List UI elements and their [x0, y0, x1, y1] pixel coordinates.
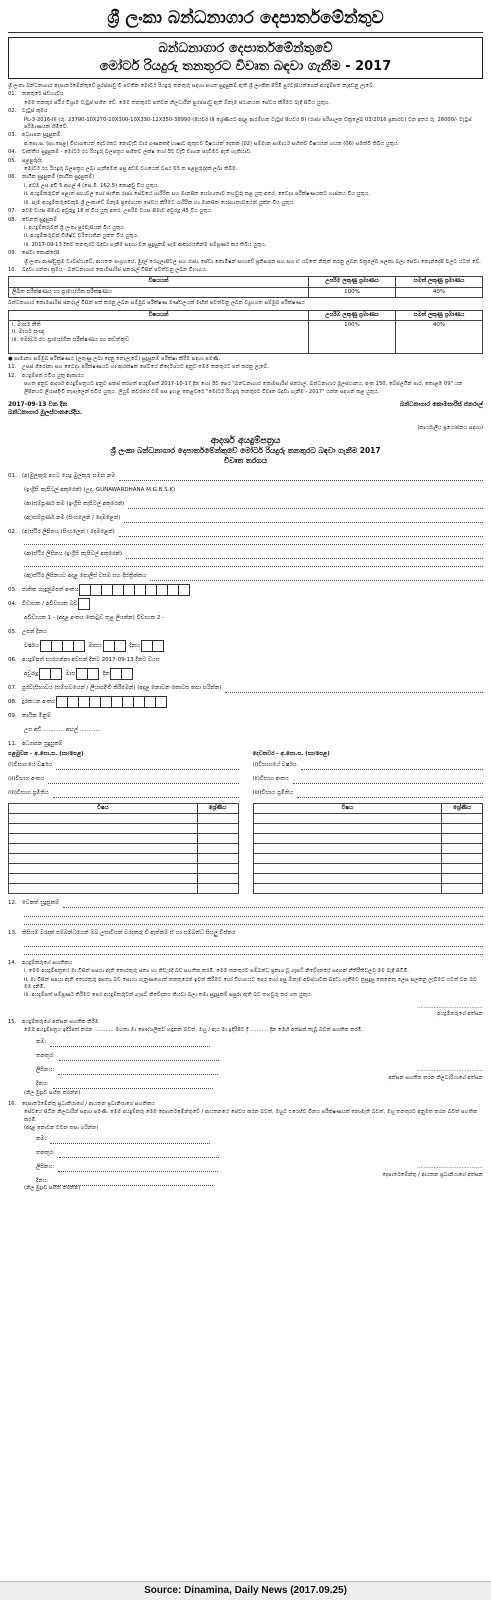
field-04: 04. විවාහක / අවිවාහක බව: [8, 597, 483, 611]
exam-table-header: විෂයයන්: [9, 277, 309, 287]
section-11: 11. උසස් ගිරෝනා සහ වෛද්‍ය පරීක්ෂණයට හා ආරක්ෂක සේවයේ නිර්දේශයට අනුව මෙම තනතුරට පත් කරනු ලැබේ.: [8, 364, 269, 371]
source-caption: Source: Dinamina, Daily News (2017.09.25): [0, 1581, 491, 1600]
grid-row[interactable]: [253, 883, 483, 893]
grid-header: ශ්‍රේණිය: [197, 803, 238, 813]
grid-header: විෂය: [253, 803, 442, 813]
grid-row[interactable]: [9, 813, 239, 823]
field-02c: (ඇ) ස්ථිර ලිපිනයට අදාළ පොලිස් වසම සහ දිස්ත්‍රික්කය: [8, 569, 483, 583]
section-08-i: i. අයදුම්කරුවන් ශ්‍රී ලංකා පුරවැසියන් විය යුතුය.: [24, 224, 126, 231]
grid-row[interactable]: [9, 883, 239, 893]
edu-right-year: (i) විභාගයේ වර්ෂය: [253, 759, 484, 773]
section-12: 12. අයදුම්පත් එවිය යුතු ආකාරය: [8, 372, 85, 379]
grid-row[interactable]: [253, 863, 483, 873]
field-12: 12. වෙනත් සුදුසුකම්: [8, 897, 483, 911]
edu-left-index: (ii) විභාග අංකය: [8, 773, 239, 787]
section-12-text: පහත අනුව ආදර්ශ අයදුම්පත්‍රයට අනුව සකස් කරගත් අයදුම්පත් 2017-10-17 දින හෝ ඊට පෙර "බන්ධනාගාර කොමසාරිස් ජනරාල්, බන්ධනාගාර මූලස්ථානය, අංක 150, බේස්ලයින් පාර, කොළඹ 09" යන ලිපිනයට ලියාපදිංචි තැපෑලෙන් එවිය යුතුය. ලියුම් කවරයේ වම් පස ඉහළ කෙළවරේ "මෝටර් රියදුරු තනතුරට විවෘත බඳවා ගැනීම - 2017" යන්න සඳහන් කළ යුතුය.: [24, 381, 463, 395]
advert-title-box: [8, 37, 483, 79]
nic-boxes[interactable]: [80, 584, 190, 596]
field-09: 09. කායික මිනුම්: [8, 712, 51, 719]
signature-block: [8, 401, 483, 417]
field-01a-example: (ඉංග්‍රීසි කැපිටල් අකුරෙන්) (උදා. GUNAWARDHANA M.G.B.S.K): [24, 486, 176, 493]
advert-dept: බන්ධනාගාර දෙපාර්තමේන්තුවේ: [158, 41, 333, 56]
grid-row[interactable]: [9, 843, 239, 853]
other-qualifications-line[interactable]: [63, 899, 483, 908]
field-01a: 01. (අ) මුලකුරු අගට යෙදූ මුලකුරු සමඟ නම: [8, 469, 483, 483]
field-16: 16. දෙපාර්තමේන්තු ප්‍රධානියාගේ / ආයතන ප්‍රධානියාගේ සහතිකය: [8, 1100, 155, 1107]
office-use-label: (කාර්යාලීය ප්‍රයෝජනය සඳහා): [417, 425, 483, 431]
grid-header: ශ්‍රේණිය: [442, 803, 483, 813]
field-14-iii: iii. අයදුම්පත් සම්පූර්ණ කිරීමට පෙර අයදුම්කරුවන් ගැසට් නිවේදනය කියවා බලා තමා සුදුසුකම් සපුරා ඇති බව තහවුරු කර ගත යුතුය.: [24, 992, 313, 999]
grid-header: විෂය: [9, 803, 198, 813]
edu-left-year-line[interactable]: [56, 761, 238, 770]
application-form: [8, 469, 483, 1192]
age-days-boxes[interactable]: [111, 668, 133, 680]
section-06-i: i. අවම උස අඩි 5 අඟල් 4 (සෙ.මී. 162.5) නොඅඩු විය යුතුය.: [24, 182, 160, 189]
table-cell: ලිඛිත පරීක්ෂණය හා ප්‍රායෝගික පරීක්ෂණය: [9, 287, 309, 297]
edu-left-title: පළමුවන - අ.පො.ස. (සා/පෙළ): [8, 751, 84, 758]
interview-bullet: ● සාමාන්‍ය සම්මුඛ පරීක්ෂණය (ලකුණු ලබා දෙනු නොලැබේ) සුදුසුකම් පරීක්ෂා කිරීම සඳහා පමණි.: [8, 355, 221, 362]
address-english-line[interactable]: [126, 550, 483, 559]
edu-left-index-line[interactable]: [48, 775, 238, 784]
edu-right-grid: [253, 803, 484, 894]
table-cell: 40%: [396, 287, 483, 297]
section-06-iii: iii. සෑම අයදුම්කරුවෙකුම ශ්‍රී ලංකාවේ ඕනෑම ප්‍රදේශයක සේවය කිරීමට ශාරීරික හා මානසික යෝග්‍යතාවයෙන් යුක්ත විය යුතුය.: [24, 199, 295, 206]
interview-intro: බන්ධනාගාර කොමසාරිස් ජනරාල් විසින් පත් කරනු ලබන සම්මුඛ පරීක්ෂණ මණ්ඩලයක් මඟින් පවත්වනු ලබන ව්‍යුහගත සම්මුඛ පරීක්ෂණය: [8, 300, 305, 307]
field-01b: (ආ) සම්පූර්ණ නම (ඉංග්‍රීසි කැපිටල් අකුරෙන්): [8, 497, 483, 511]
age-years-boxes[interactable]: [40, 668, 62, 680]
section-03-text: අ.පො.ස. (සා.පෙළ) විභාගයෙන් දෙවරකට නොවැඩි වාර ගණනකදී භාෂාව ඇතුළුව විෂයයන් දෙකක (02) සම්මාන සාමාර්ථ සහිතව විෂයයන් හයක (06) සමත්වී තිබිය යුතුය.: [24, 140, 400, 147]
citizenship-line[interactable]: [225, 684, 483, 693]
field-10: 11. අධ්‍යාපන සුදුසුකම්: [8, 740, 63, 747]
notice-date-place: [8, 401, 82, 417]
section-04: 04. වෘත්තීය සුදුසුකම් - මෝටර් රථ රියදුරු බලපත්‍රය සහිතව ලක්ෂ හෝ ඊට වැඩි වාහන පදවීමට ඇති හැකියාව.: [8, 149, 252, 156]
section-08-ii: ii. අයදුම්කරුවන් විශිෂ්ට චරිතයකින් යුක්ත විය යුතුය.: [24, 233, 139, 240]
edu-left-medium: (iii) විභාග ප්‍රමිතිය: [8, 787, 239, 801]
edu-left-grid: [8, 803, 239, 894]
name-with-initials-line[interactable]: [119, 472, 483, 481]
grid-row[interactable]: [9, 863, 239, 873]
dob-year-boxes[interactable]: [41, 640, 85, 652]
seal-note-2: (නිල මුද්‍රාව සහිත කරන්න): [24, 1185, 81, 1192]
grid-row[interactable]: [253, 833, 483, 843]
other-qualifications-extra-line: [24, 920, 483, 927]
edu-right-medium: (iii) විභාග ප්‍රමිතිය: [253, 787, 484, 801]
police-division-line[interactable]: [150, 572, 483, 581]
certifier-post: තනතුර :: [36, 1049, 483, 1063]
dob-boxes: වර්ෂය මාසය දිනය: [8, 639, 483, 653]
grid-row[interactable]: [253, 823, 483, 833]
interview-table: [8, 310, 483, 354]
form-heading-main: ආදර්ශ අයදුම්පත්‍රය: [210, 436, 281, 447]
grid-row[interactable]: [253, 873, 483, 883]
court-details-line[interactable]: [24, 942, 483, 949]
edu-right-medium-line[interactable]: [297, 789, 483, 798]
edu-right-index-line[interactable]: [293, 775, 483, 784]
notice-date: 2017-09-13 වන දින: [8, 401, 68, 408]
head-signature[interactable]: ........................................ දෙපාර්තමේන්තු / ආයතන ප්‍රධානියාගේ අත්සන: [382, 1164, 483, 1178]
field-03: 03. ජාතික හැඳුනුම්පත් අංකය: [8, 583, 483, 597]
section-06: 06. කායික සුදුසුකම් (කායික සුදුසුකම්): [8, 174, 95, 181]
form-heading: [8, 436, 483, 466]
advert-subtitle: මෝටර් රියදුරු තනතුරට විවෘත බඳවා ගැනීම - 2017: [99, 59, 392, 74]
edu-right-title: දෙවනවර - අ.පො.ස. (සා/පෙළ): [252, 751, 330, 758]
address-extra-line: [24, 562, 483, 569]
grid-row[interactable]: [253, 813, 483, 823]
edu-right-index: (ii) විභාග අංකය: [253, 773, 484, 787]
section-01: 01. තනතුරේ ස්වභාවය: [8, 91, 64, 98]
education-section: [8, 751, 483, 893]
form-title: ශ්‍රී ලංකා බන්ධනාගාර දෙපාර්තමේන්තුවේ මෝටර් රියදුරු තනතුරට බඳවා ගැනීම 2017: [110, 446, 381, 456]
notice-place: බන්ධනාගාර මූලස්ථානයේදීය.: [8, 409, 83, 416]
head-post: තනතුර :: [36, 1146, 483, 1160]
grid-row[interactable]: [9, 853, 239, 863]
seal-note-1: (නිල මුද්‍රාව සහිත කරන්න): [24, 1090, 81, 1097]
education-first-attempt: [8, 751, 239, 893]
other-qualifications-extra-line: [24, 912, 483, 919]
education-second-attempt: [253, 751, 484, 893]
exam-table: [8, 276, 483, 298]
field-16-sub: (අදාළ නොවන වචන කපා හරින්න): [24, 1124, 99, 1131]
field-04-options: අවිවාහක 1 - (අදාළ අංකය කොටුව තුළ ලියන්න) විවාහක 2 -: [24, 614, 165, 621]
grid-row[interactable]: [253, 853, 483, 863]
form-title-2: විවෘත තරගය: [223, 456, 268, 466]
court-details-line[interactable]: [24, 950, 483, 957]
head-details: [8, 1132, 483, 1188]
field-06: 06. අයදුම්පත් භාරගන්නා අවසන් දිනට 2017-09-13 දිනට වයස: [8, 656, 160, 663]
certifier-signature[interactable]: ........................................ අත්සන සහතික කරන නිලධාරියාගේ අත්සන: [388, 1067, 483, 1081]
full-name-sinhala-line[interactable]: [124, 514, 483, 523]
exam-table-header: උපරිම ලකුණු ප්‍රමාණය: [309, 277, 396, 287]
section-08: 08. වෙනත් සුදුසුකම්: [8, 216, 58, 223]
exam-table-header: සමත් ලකුණු ප්‍රමාණය: [396, 277, 483, 287]
department-title: ශ්‍රී ලංකා බන්ධනාගාර දෙපාර්තමේන්තුව: [8, 6, 483, 33]
head-date: දිනය :: [36, 1174, 483, 1188]
table-row: [9, 287, 483, 297]
notice-signer: බන්ධනාගාර කොමසාරිස් ජනරාල්: [399, 401, 483, 408]
field-08: 08. දුරකථන අංකය: [8, 695, 483, 709]
field-01c: (ඇ) සම්පූර්ණ නම (සිංහලෙන් / දෙමළෙන්): [8, 511, 483, 525]
dob-month-boxes[interactable]: [104, 640, 126, 652]
section-08-iii: iii. 2017-09-13 දිනට තනතුරට බඳවා ගැනීම සඳහා වන සුදුසුකම් සෑම ආකාරයකින්ම සම්පූර්ණ කර තිබිය යුතුය.: [24, 241, 267, 248]
table-cell: 100%: [309, 320, 396, 353]
certifier-name: නම :: [36, 1035, 483, 1049]
table-cell: i. මාර්ග නීති ii. මාර්ග සංඥා iii. මෝටර් රථ ප්‍රායෝගික පරීක්ෂණය හා නඩත්තුව: [9, 320, 309, 353]
section-09-text: ශ්‍රී ලංකා ආණ්ඩුක්‍රම ව්‍යවස්ථාවේ, ආයතන සංග්‍රහයේ, මුදල් රෙගුලාසිවල සහ රාජ්‍ය සේවා කොමිෂන් සභාවේ ප්‍රතිපාදන සහ සහ ඒ යටතේ නිකුත් කරනු ලබන චක්‍රලේඛ සලකා බලා සේවා කොන්දේසි වලට යටත් වේ.: [24, 258, 481, 265]
section-02: 02. වැටුප් කුමය: [8, 108, 48, 115]
section-03: 03. අධ්‍යාපන සුදුසුකම්: [8, 132, 61, 139]
field-14: 14. අයදුම්කරුගේ සහතිකය: [8, 959, 73, 966]
field-02a: 02. (අ) ස්ථිර ලිපිනය (සිංහලෙන් / දෙමළෙන්): [8, 525, 483, 539]
field-02b: (ආ) ස්ථිර ලිපිනය (ඉංග්‍රීසි කැපිටල් අකුරෙන්): [8, 547, 483, 561]
applicant-signature[interactable]: ........................................ අයදුම්කරුගේ අත්සන: [417, 1003, 483, 1018]
section-02-text: PL-3-2016-III (රු. 23790-10X270-10X300-10X330-12X350-38990 (පියවර III ශ්‍රේණියට අදාළ ආරම්භක වැටුප් පියවර 8) (රාජ්‍ය පරිපාලන චක්‍රලේඛ 03/2016 ප්‍රකාරව) වන අතර රු. 26000/- වැටුප් පරිමාණයක් හිමිවේ.: [24, 116, 472, 131]
head-address: ලිපිනය :: [36, 1160, 483, 1174]
grid-row[interactable]: [253, 843, 483, 853]
field-16-text: සේවයේ සිටින නිලධාරීන් සඳහා පමණි. මෙම අයදුම්කරු මෙම දෙපාර්තමේන්තුවේ / ආයතනයේ සේවය කරන බවත්, ඔහුට එරෙහිව විනය පරීක්ෂණයක් නොමැති බවත්, ඔහු තනතුරට අනුමත කරන බවත් සහතික කරමි.: [24, 1109, 478, 1123]
certifier-details: [8, 1035, 483, 1091]
height-line: උස අඩි ............ අඟල් ............: [24, 726, 101, 733]
field-15: 15. අයදුම්කරුගේ අත්සන සහතික කිරීම: [8, 1018, 99, 1025]
field-15-text: මෙම අයදුම්පත්‍රය ඉදිරිපත් කරන ............ මහතා මා පෞද්ගලිකව හඳුනන බවත්, ඔහු / ඇය මා ඉදිරිපිට දී ........... දින මෙහි අත්සන් තැබූ බවත් සහතික කරමි.: [24, 1027, 363, 1034]
age-line: අවුරුදු මාස දින: [8, 667, 483, 681]
edu-left-medium-line[interactable]: [53, 789, 239, 798]
table-cell: 40%: [396, 320, 483, 353]
interview-table-header: සමත් ලකුණු ප්‍රමාණය: [396, 310, 483, 320]
field-05: 05. උපන් දිනය: [8, 628, 47, 635]
field-14-i: i. මෙම අයදුම්පත්‍රයේ මා විසින් සපයා ඇති තොරතුරු සත්‍ය හා නිවැරදි බව සහතික කරමි. මෙම තනතුරට සම්බන්ධ ප්‍රකාශ වූ ගැසට් නිවේදනයේ සඳහන් නීතිරීතිවලට මම බැඳී සිටිමි.: [24, 968, 409, 975]
age-months-boxes[interactable]: [77, 668, 99, 680]
certifier-address: ලිපිනය :: [36, 1063, 483, 1077]
dob-day-boxes[interactable]: [142, 640, 164, 652]
field-13: 13. කිසියම් වරදක් සම්බන්ධයෙන් ඔබ උසාවියක් වරදකරු වී ඇත්නම් ඒ හා සම්බන්ධ සියලු විස්තර: [8, 930, 236, 937]
certifier-date: දිනය :: [36, 1077, 483, 1091]
section-09: 09. සේවා කොන්දේසි: [8, 250, 60, 257]
section-05-text: මෝටර් රථ රියදුරු බලපත්‍රය ලබා ගැනීමෙන් පසු අවම වශයෙන් වසර 03 ක පළපුරුද්දක් ලබා තිබීම.: [24, 166, 238, 173]
field-14-ii: ii. මා විසින් සපයා ඇති තොරතුරු අසත්‍ය බව සොයා ගැනුණහොත් තනතුරෙන් ඉවත් කිරීමට හෝ විභාගයට පෙර හෝ පසු ඕනෑම අවස්ථාවක බඳවා ගැනීමට නුසුදුසු කෙනෙකු ලෙස සලකනු ලැබීමට යටත් වන බව මම දනිමි.: [24, 976, 477, 991]
grid-row[interactable]: [9, 833, 239, 843]
section-10: 10. බඳවා ගන්නා ක්‍රමය - බන්ධනාගාර කොමසාරිස් ජනරාල් විසින් පවත්වනු ලබන විභාගය.: [8, 266, 208, 273]
table-row: [9, 320, 483, 353]
full-name-english-line[interactable]: [128, 500, 483, 509]
section-01-text: මෙම තනතුර ස්ථිර විශ්‍රාම වැටුප් සහිත වේ. මෙම තනතුරට පත්වන නිලධාරීන් පුරප්පාඩු ඇති ඕනෑම ස්ථානයක සේවය කිරීමට බැඳී සිටිය යුතුය.: [24, 99, 331, 106]
section-07: 07. අවම වයස සීමාව අවුරුදු 18 ක් විය යුතු අතර, උපරිම වයස සීමාව අවුරුදු 45 විය යුතුය.: [8, 208, 213, 215]
head-name: නම :: [36, 1132, 483, 1146]
interview-table-header: උපරිම ලකුණු ප්‍රමාණය: [309, 310, 396, 320]
intro-text: ශ්‍රී ලංකා බන්ධනාගාර දෙපාර්තමේන්තුවේ පුරප්පාඩු වී පවතින මෝටර් රියදුරු තනතුරු සඳහා පහත සුදුසුකම් ඇති ශ්‍රී ලාංකික පිරිමි පුරවැසියන්ගෙන් අයදුම්පත් කැඳවනු ලැබේ.: [8, 83, 375, 89]
grid-row[interactable]: [9, 823, 239, 833]
edu-left-year: (i) විභාගයේ වර්ෂය: [8, 759, 239, 773]
phone-boxes[interactable]: [57, 696, 167, 708]
notice-body: [8, 83, 483, 396]
table-cell: 100%: [309, 287, 396, 297]
address-sinhala-line[interactable]: [119, 528, 483, 537]
field-07: 07. පුරවැසිභාවය (සම්භවයෙන් / ලියාපදිංචි කිරීමෙන්) (අදාළ නොවන කොටස කපා හරින්න): [8, 681, 483, 695]
interview-table-header: විෂයයන්: [9, 310, 309, 320]
address-extra-line: [24, 540, 483, 547]
grid-row[interactable]: [9, 873, 239, 883]
marital-status-box[interactable]: [79, 598, 90, 610]
section-06-ii: ii. අයදුම්කරුවන් පළාත් සභාවල හෝ ජාතික රාජ්‍ය සේවයේ ශාරීරික සහ මානසික යෝග්‍යතාව තහවුරු කළ යුතු අතර, වෛද්‍ය පරීක්ෂණයකට භාජනය විය යුතුය.: [24, 191, 370, 198]
edu-right-year-line[interactable]: [301, 761, 483, 770]
section-05: 05. පළපුරුද්ද: [8, 157, 42, 164]
